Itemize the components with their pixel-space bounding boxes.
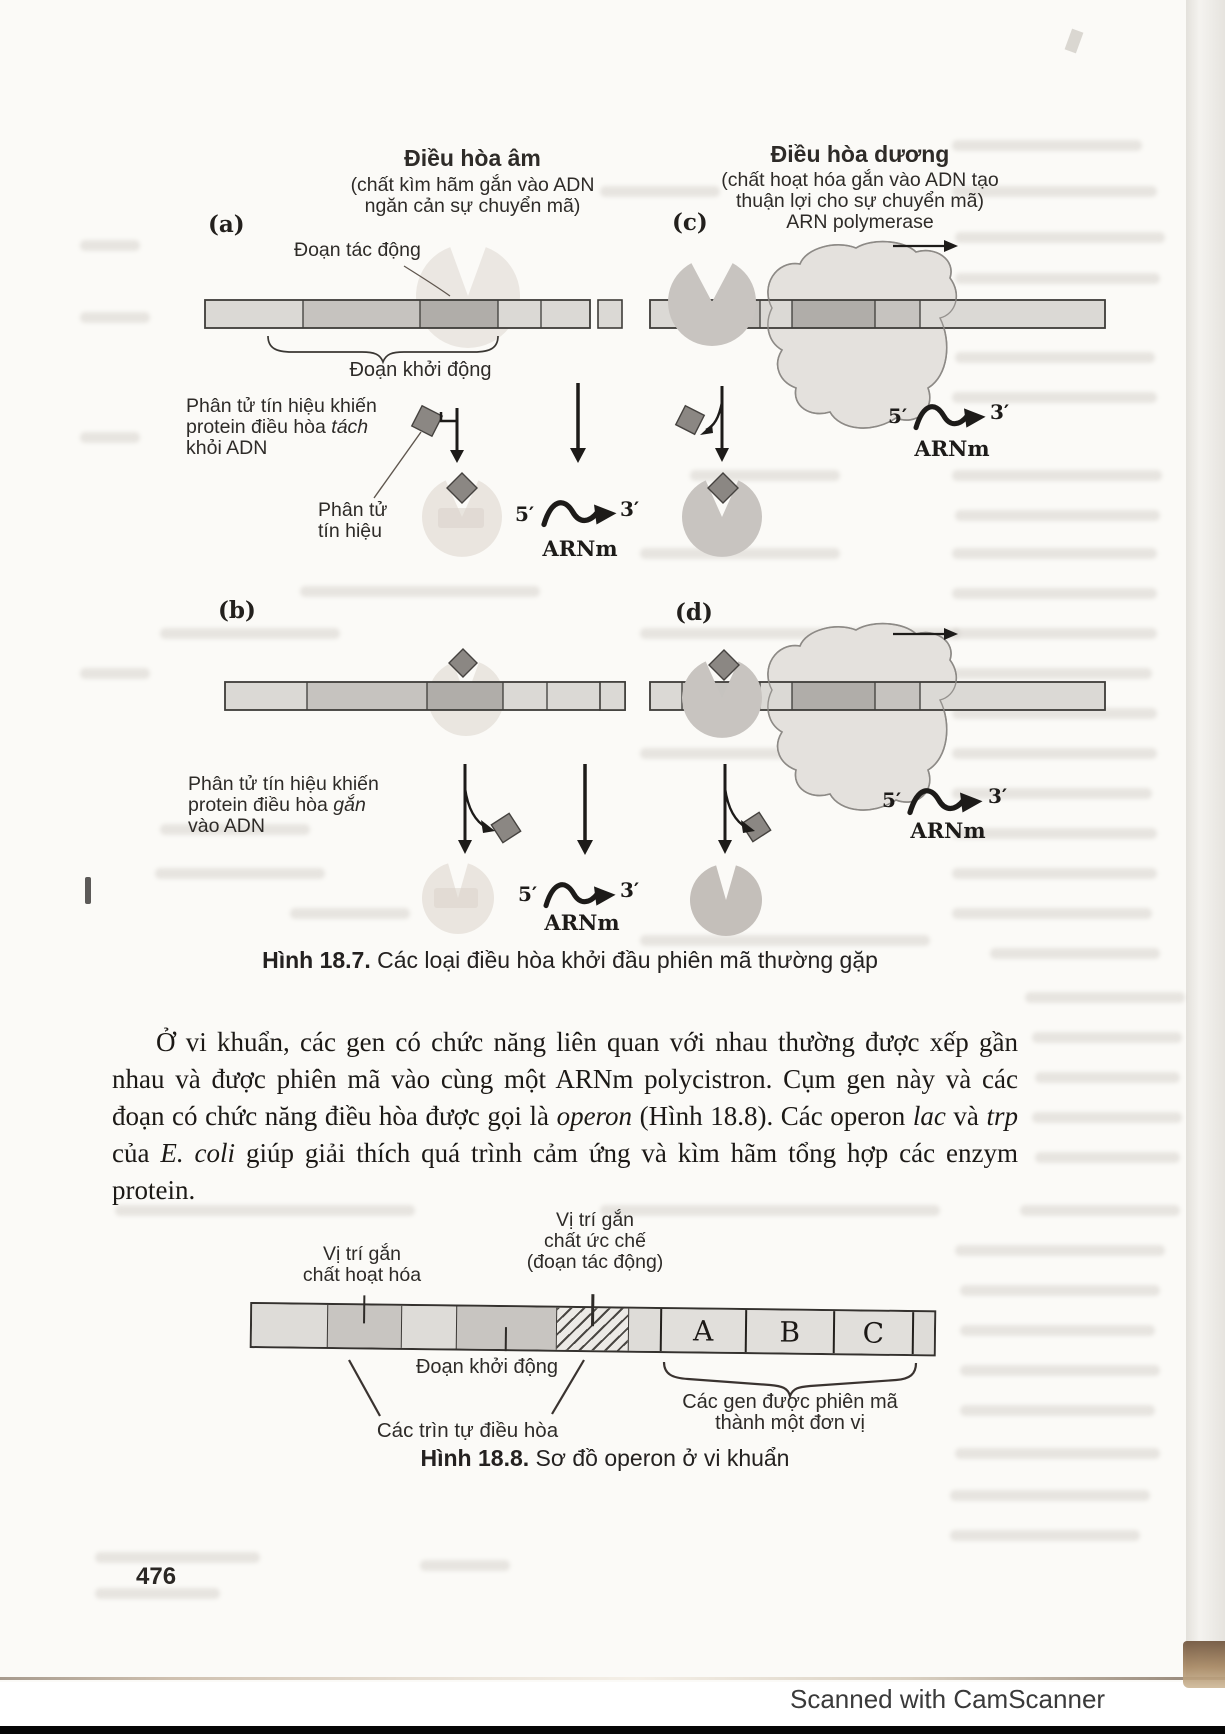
figure-18-7-caption: Hình 18.7. Các loại điều hòa khởi đầu phiên mã thường gặp [262,947,878,973]
signal-release-label [186,396,377,459]
page-edge-shadow [1186,0,1225,1680]
mrna-name-label: ARNm [914,436,990,461]
mrna-5prime-label: 5′ [882,788,902,812]
regulatory-sequences-label: Các trìn tự điều hòa [376,1419,559,1442]
arn-polymerase-label: ARN polymerase [786,211,934,233]
repressor-site-label: Vị trí gắn chất ức chế (đoạn tác động) [526,1209,664,1273]
panel-a-label: (a) [208,211,245,238]
operator-site-tick [591,1294,594,1326]
mrna-name-label: ARNm [910,818,986,843]
mrna-5prime-label: 5′ [518,882,538,906]
mrna-3prime-label: 3′ [620,497,640,521]
negative-regulation-subtitle1: (chất kìm hãm gắn vào ADN [350,174,595,196]
gene-c-box: C [832,1311,912,1354]
mrna-5prime-label: 5′ [515,502,535,526]
body-paragraph: Ở vi khuẩn, các gen có chức năng liên quan với nhau thường được xếp gần nhau và được phiên mã vào cùng một ARNm polycistron. Cụm gen này và các đoạn có chức năng điều hòa được gọi là operon (Hình 18.8). Các operon lac và trp của E. coli giúp giải thích quá trình cảm ứng và kìm hãm tổng hợp các enzym protein. [112,1027,1019,1205]
mrna-name-label: ARNm [542,536,618,561]
activator-binding-site-segment [326,1305,401,1348]
page-corner-smudge [1183,1641,1225,1688]
panel-b-label: (b) [218,597,256,624]
transcribed-genes-label: Các gen được phiên mã thành một đơn vị [682,1391,898,1434]
signal-bind-line1: Phân tử tín hiệu khiến [188,773,379,795]
signal-release-line2: protein điều hòa tách [186,416,369,438]
signal-molecule-icons [407,401,774,846]
promoter-label-18-8: Đoạn khởi động [415,1356,559,1378]
activator-site-label: Vị trí gắn chất hoạt hóa [302,1243,422,1286]
signal-bind-line3: vào ADN [188,815,265,837]
promoter-tick [504,1327,507,1351]
scan-artifact-mark [85,877,91,904]
signal-bind-line2: protein điều hòa gắn [188,794,366,816]
dna-segment [401,1306,456,1349]
mrna-3prime-label: 3′ [988,784,1008,808]
figure-18-8-caption: Hình 18.8. Sơ đồ operon ở vi khuẩn [420,1445,790,1471]
bottom-border [0,1726,1225,1734]
signal-molecule-line1: Phân tử [318,499,388,521]
mrna-5prime-label: 5′ [888,404,908,428]
signal-molecule-line2: tín hiệu [318,520,382,542]
negative-regulation-title: Điều hòa âm [404,145,541,171]
activator-site-tick [363,1295,366,1323]
mrna-3prime-label: 3′ [990,400,1010,424]
promoter-segment [456,1307,557,1350]
panel-c-label: (c) [672,209,708,236]
dna-segment [912,1312,934,1354]
negative-regulation-subtitle2: ngăn cản sự chuyển mã) [364,195,581,217]
gene-a-box: A [659,1309,745,1352]
camscanner-watermark: Scanned with CamScanner [790,1684,1106,1714]
promoter-segment-label: Đoạn khởi động [349,359,492,381]
panel-d-label: (d) [675,599,713,626]
page-bottom-edge [0,1677,1225,1680]
mrna-3prime-label: 3′ [620,878,640,902]
gene-b-box: B [745,1310,833,1353]
positive-regulation-subtitle2: thuận lợi cho sự chuyển mã) [735,190,985,212]
signal-release-line3: khỏi ADN [186,437,268,459]
operon-diagram-bar [250,1302,937,1356]
operator-segment-label: Đoạn tác động [294,239,421,261]
positive-regulation-title: Điều hòa dương [770,141,950,167]
dna-segment [627,1309,659,1351]
positive-regulation-subtitle1: (chất hoạt hóa gắn vào ADN tạo [721,169,999,191]
signal-molecule-label [318,500,387,542]
signal-bind-label [188,774,379,837]
signal-release-line1: Phân tử tín hiệu khiến [186,395,377,417]
mrna-name-label: ARNm [544,910,620,935]
page-number: 476 [136,1563,177,1590]
dna-segment [252,1304,327,1347]
operator-segment-hatched [556,1308,628,1351]
